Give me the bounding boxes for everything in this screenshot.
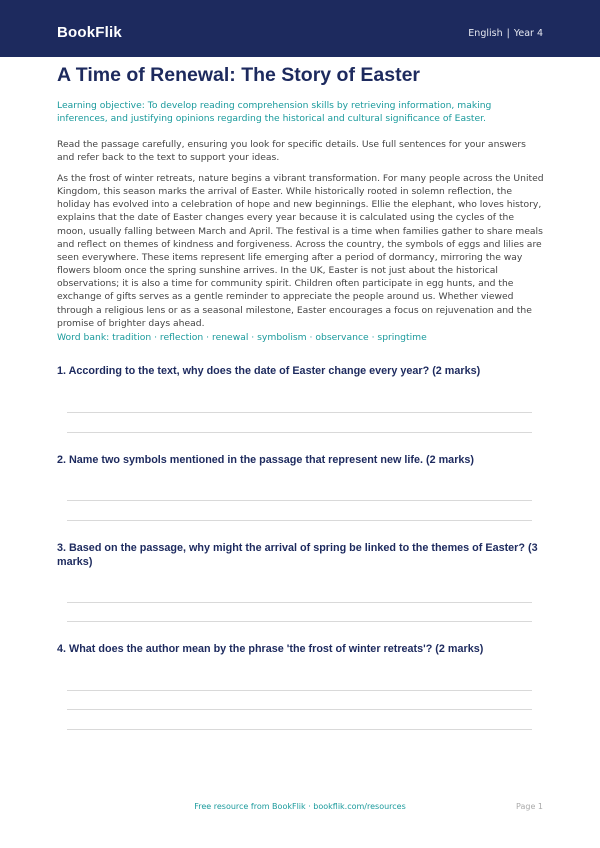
answer-line[interactable] (67, 621, 532, 622)
subject-year-label (468, 28, 543, 39)
word-bank: Word bank: tradition · reflection · renewal · symbolism · observance · springtime (57, 332, 427, 343)
question-1: 1. According to the text, why does the date of Easter change every year? (2 marks) (57, 365, 481, 377)
question-3: 3. Based on the passage, why might the arrival of spring be linked to the themes of Easter? (3 marks) (57, 542, 538, 568)
answer-line[interactable] (67, 709, 532, 710)
answer-line[interactable] (67, 729, 532, 730)
answer-line[interactable] (67, 690, 532, 691)
learning-objective: Learning objective: To develop reading comprehension skills by retrieving information, making inferences, and justifying opinions regarding the historical and cultural significance of Easter. (57, 100, 492, 124)
answer-line[interactable] (67, 500, 532, 501)
subject-label: English (468, 28, 503, 39)
answer-line[interactable] (67, 520, 532, 521)
brand-logo: BookFlik (57, 24, 122, 41)
answer-line[interactable] (67, 412, 532, 413)
answer-line[interactable] (67, 602, 532, 603)
reading-passage: As the frost of winter retreats, nature begins a vibrant transformation. For many people across the United Kingdom, this season marks the arrival of Easter. While historically rooted in solemn reflection, the holiday has evolved into a celebration of hope and new beginnings. Ellie the elephant, who loves history, explains that the date of Easter changes every year because it is calculated using the cycles of the moon, usually falling between March and April. The festival is a time when families gather to share meals and reflect on themes of kindness and forgiveness. Across the country, the symbols of eggs and lilies are seen everywhere. These items represent life emerging after a period of dormancy, mirroring the way flowers bloom once the spring sunshine arrives. In the UK, Easter is not just about the historical observations; it is also a time for community spirit. Children often participate in egg hunts, and the exchange of gifts serves as a gentle reminder to appreciate the people around us. Whether viewed through a religious lens or as a seasonal milestone, Easter encourages a focus on rejuvenation and the promise of brighter days ahead. (57, 173, 544, 329)
answer-line[interactable] (67, 432, 532, 433)
header-bar (0, 0, 600, 57)
question-4: 4. What does the author mean by the phrase 'the frost of winter retreats'? (2 marks) (57, 643, 484, 655)
year-label: Year 4 (513, 28, 543, 39)
subject-separator: | (506, 28, 510, 39)
footer-text: Free resource from BookFlik · bookflik.com/resources (194, 802, 406, 811)
question-2: 2. Name two symbols mentioned in the passage that represent new life. (2 marks) (57, 454, 474, 466)
instructions-text: Read the passage carefully, ensuring you look for specific details. Use full sentences for your answers and refer back to the text to support your ideas. (57, 139, 526, 163)
page-title: A Time of Renewal: The Story of Easter (57, 64, 420, 86)
page-number: Page 1 (516, 802, 543, 811)
